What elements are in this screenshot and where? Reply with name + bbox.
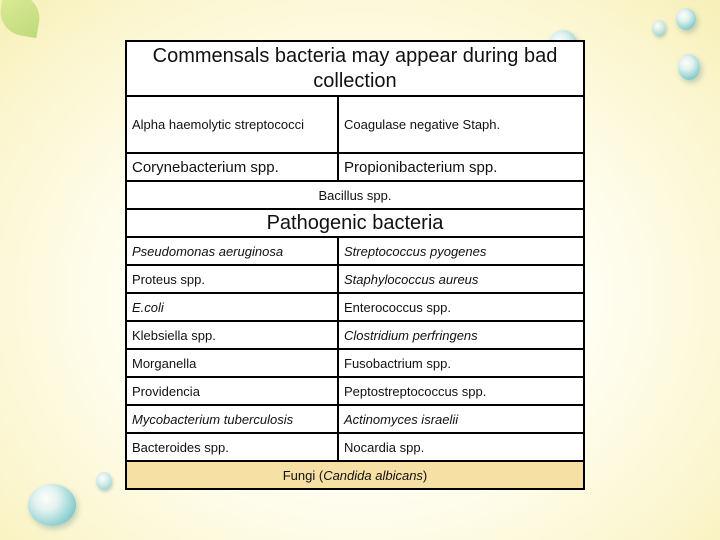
table-cell: Fusobactrium spp.	[338, 349, 584, 377]
water-drop-icon	[28, 484, 76, 526]
fungi-cell	[126, 461, 584, 489]
table-row	[126, 433, 584, 461]
bacteria-table	[125, 40, 585, 490]
table-row	[126, 293, 584, 321]
table-row	[126, 181, 584, 209]
table-row	[126, 349, 584, 377]
table-cell: Coagulase negative Staph.	[338, 96, 584, 153]
table-cell: Mycobacterium tuberculosis	[126, 405, 338, 433]
table-row	[126, 209, 584, 237]
table-cell: Staphylococcus aureus	[338, 265, 584, 293]
table-row	[126, 41, 584, 96]
table-cell: Bacteroides spp.	[126, 433, 338, 461]
table-cell: Streptococcus pyogenes	[338, 237, 584, 265]
table-row	[126, 96, 584, 153]
table-cell: Proteus spp.	[126, 265, 338, 293]
table-row	[126, 265, 584, 293]
table-row	[126, 153, 584, 181]
table-cell: Alpha haemolytic streptococci	[126, 96, 338, 153]
table-cell: Actinomyces israelii	[338, 405, 584, 433]
fungi-prefix: Fungi (	[282, 467, 324, 483]
pathogenic-title: Pathogenic bacteria	[126, 209, 584, 237]
fungi-suffix: )	[422, 467, 428, 483]
table-row	[126, 377, 584, 405]
table-cell: Providencia	[126, 377, 338, 405]
table-cell: E.coli	[126, 293, 338, 321]
fungi-name: Candida albicans	[323, 467, 423, 483]
table-cell: Klebsiella spp.	[126, 321, 338, 349]
table-cell: Clostridium perfringens	[338, 321, 584, 349]
table-row	[126, 237, 584, 265]
water-drop-icon	[676, 8, 696, 30]
leaf-icon	[0, 0, 43, 38]
water-drop-icon	[96, 472, 112, 490]
table-cell: Pseudomonas aeruginosa	[126, 237, 338, 265]
water-drop-icon	[652, 20, 666, 36]
table-cell: Corynebacterium spp.	[126, 153, 338, 181]
commensals-title: Commensals bacteria may appear during bad collection	[126, 41, 584, 96]
table-cell: Morganella	[126, 349, 338, 377]
table-row	[126, 461, 584, 489]
table-row	[126, 405, 584, 433]
table-cell: Peptostreptococcus spp.	[338, 377, 584, 405]
water-drop-icon	[678, 54, 700, 80]
table-cell: Enterococcus spp.	[338, 293, 584, 321]
table-cell: Propionibacterium spp.	[338, 153, 584, 181]
table-row	[126, 321, 584, 349]
table-cell: Nocardia spp.	[338, 433, 584, 461]
table-cell: Bacillus spp.	[126, 181, 584, 209]
